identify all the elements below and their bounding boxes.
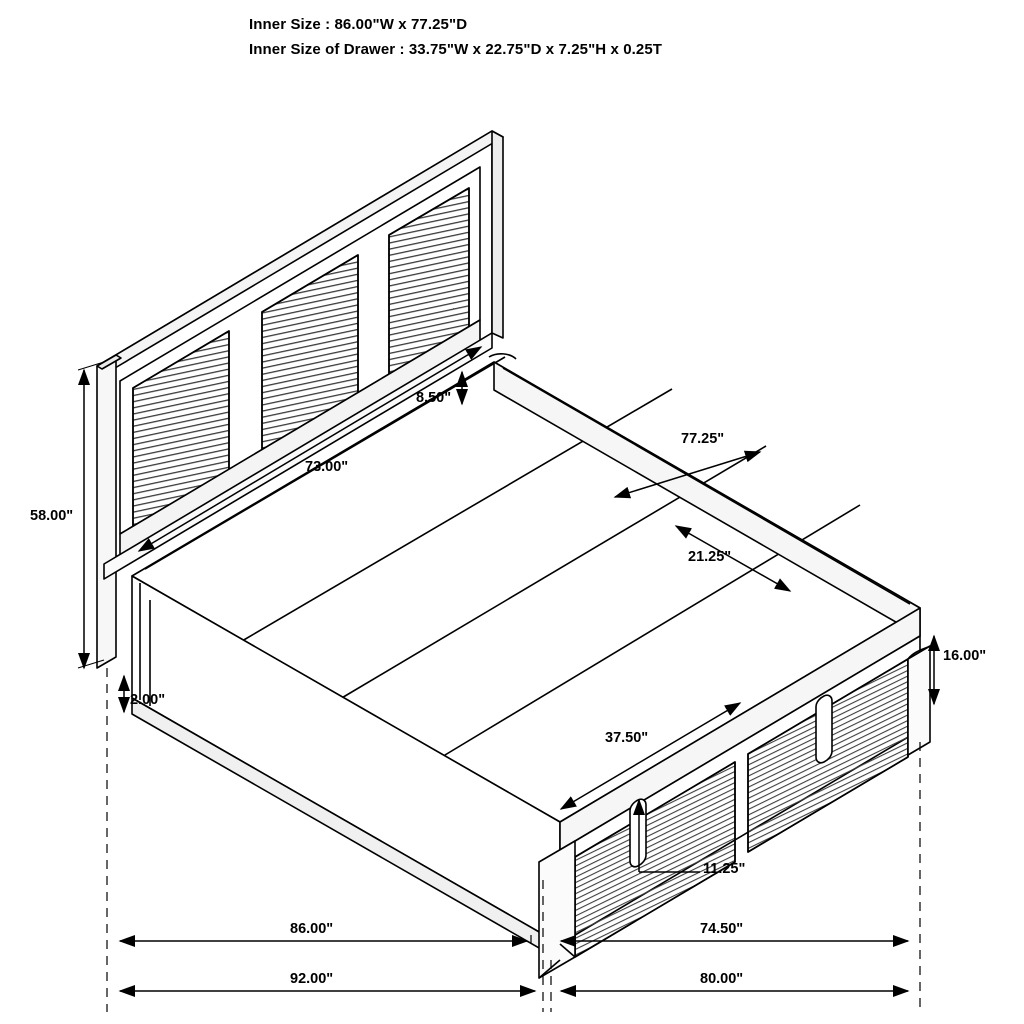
dim-side-inner-length: 74.50"	[700, 921, 744, 937]
dim-floor-clearance: 2.00"	[130, 692, 166, 708]
dim-headboard-inner-width: 73.00"	[305, 459, 349, 475]
dim-footboard-inner-depth: 21.25"	[688, 549, 732, 565]
dim-headboard-panel-gap: 8.50"	[416, 390, 452, 406]
inner-size-note: Inner Size : 86.00"W x 77.25"D	[249, 16, 468, 33]
dim-mattress-depth: 77.25"	[681, 431, 725, 447]
dim-overall-width: 92.00"	[290, 971, 334, 987]
dim-headboard-height: 58.00"	[30, 508, 74, 524]
dim-overall-inner-width: 86.00"	[290, 921, 334, 937]
inner-size-drawer-note: Inner Size of Drawer : 33.75"W x 22.75"D x 7.25"H x 0.25T	[249, 41, 663, 58]
dim-side-overall-length: 80.00"	[700, 971, 744, 987]
dim-drawer-front-height: 11.25"	[703, 861, 746, 877]
dim-drawer-front-width: 37.50"	[605, 730, 649, 746]
dim-footboard-rail-height: 16.00"	[943, 648, 987, 664]
